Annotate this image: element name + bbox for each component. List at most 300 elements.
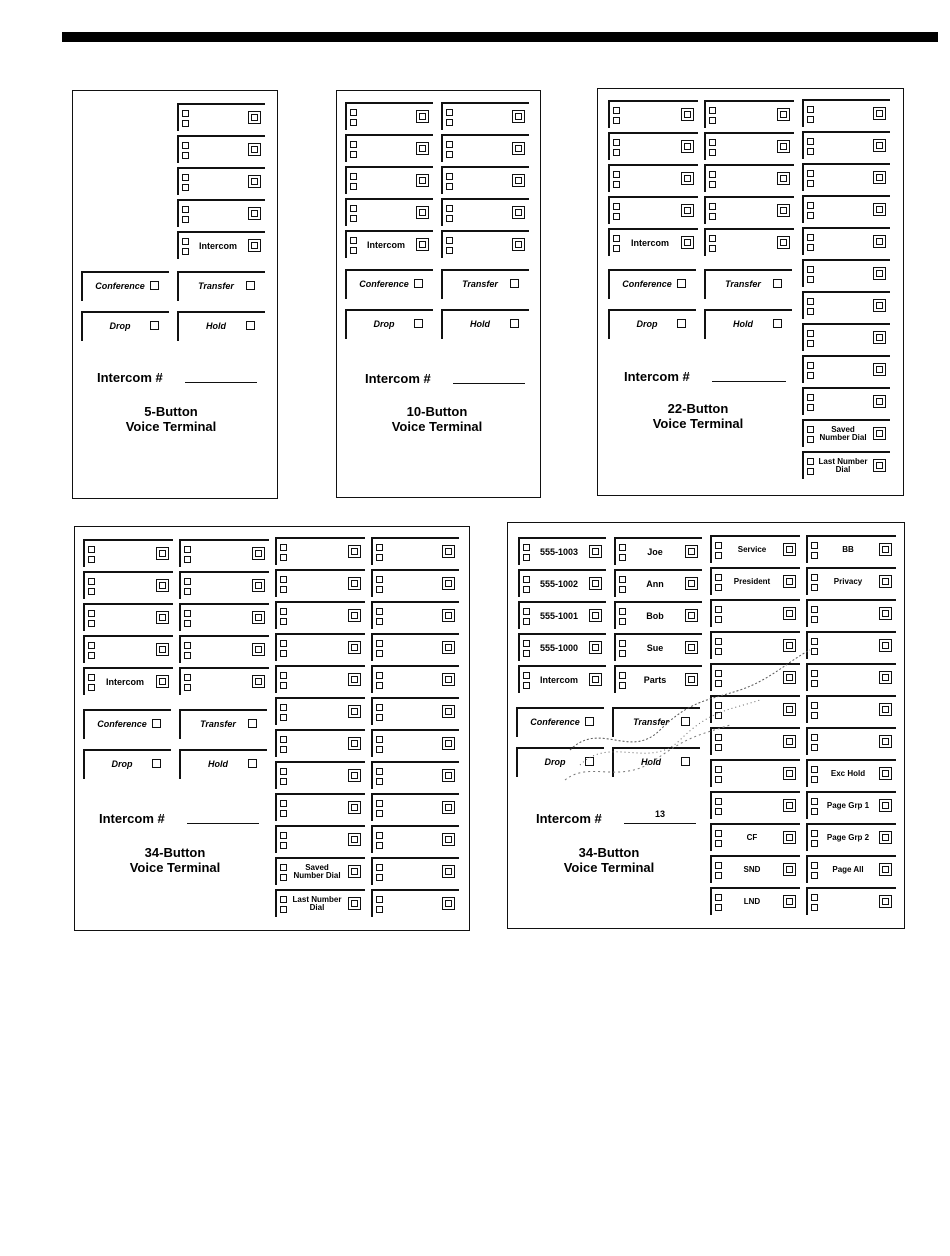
terminal-button[interactable] (179, 603, 269, 631)
transfer-button-label: Transfer (633, 717, 669, 727)
status-led-icon (376, 746, 383, 753)
terminal-button[interactable] (614, 537, 702, 565)
terminal-5-button (72, 90, 278, 499)
status-led-icon (280, 864, 287, 871)
terminal-button[interactable] (275, 889, 365, 917)
terminal-button[interactable] (371, 697, 459, 725)
hold-button-label: Hold (206, 321, 226, 331)
status-led-icon (182, 120, 189, 127)
terminal-button[interactable] (345, 102, 433, 130)
terminal-title (93, 404, 249, 434)
terminal-button[interactable] (802, 451, 890, 479)
button-key-icon (442, 641, 455, 654)
top-rule (62, 32, 938, 42)
button-key-icon (348, 801, 361, 814)
button-key-icon (348, 609, 361, 622)
button-key-icon (589, 577, 602, 590)
terminal-34-button-blank (74, 526, 470, 931)
status-led-icon (88, 588, 95, 595)
button-key-icon (879, 703, 892, 716)
button-key-icon (879, 543, 892, 556)
button-label: Saved Number Dial (819, 425, 867, 442)
terminal-button[interactable] (608, 196, 698, 224)
terminal-button[interactable] (275, 633, 365, 661)
terminal-button[interactable] (806, 791, 896, 819)
status-led-icon (446, 141, 453, 148)
button-key-icon (252, 611, 265, 624)
terminal-button[interactable] (441, 166, 529, 194)
button-key-icon (681, 140, 694, 153)
status-led-icon (376, 704, 383, 711)
status-led-icon (811, 542, 818, 549)
terminal-button[interactable] (441, 134, 529, 162)
button-key-icon (879, 607, 892, 620)
button-key-icon (442, 897, 455, 910)
terminal-button[interactable] (177, 135, 265, 163)
status-led-icon (715, 574, 722, 581)
terminal-button[interactable] (806, 855, 896, 883)
status-led-icon (350, 119, 357, 126)
status-led-icon (182, 216, 189, 223)
title-line1: 5-Button (144, 404, 198, 419)
terminal-button[interactable] (441, 102, 529, 130)
status-led-icon (446, 237, 453, 244)
button-key-icon (416, 142, 429, 155)
status-led-icon (182, 174, 189, 181)
button-label: CF (746, 833, 758, 842)
terminal-button[interactable] (802, 419, 890, 447)
button-key-icon (783, 575, 796, 588)
title-line2: Voice Terminal (391, 419, 483, 434)
status-led-icon (811, 840, 818, 847)
status-led-icon (350, 173, 357, 180)
button-label: LND (743, 897, 761, 906)
status-led-icon (280, 746, 287, 753)
terminal-title (97, 845, 253, 875)
terminal-button[interactable] (441, 198, 529, 226)
button-key-icon (348, 545, 361, 558)
terminal-button[interactable] (802, 323, 890, 351)
button-key-icon (685, 545, 698, 558)
title-line2: Voice Terminal (129, 860, 221, 875)
intercom-number-field[interactable]: 13 (624, 809, 696, 824)
drop-button[interactable] (83, 749, 171, 779)
feature-key-icon (248, 759, 257, 768)
status-led-icon (715, 862, 722, 869)
conference-button[interactable] (81, 271, 169, 301)
status-led-icon (280, 650, 287, 657)
terminal-button[interactable] (371, 633, 459, 661)
button-key-icon (879, 671, 892, 684)
button-key-icon (512, 142, 525, 155)
status-led-icon (350, 237, 357, 244)
button-key-icon (442, 865, 455, 878)
title-line2: Voice Terminal (125, 419, 217, 434)
terminal-button[interactable] (710, 887, 800, 915)
terminal-button[interactable] (371, 537, 459, 565)
drop-button[interactable] (81, 311, 169, 341)
terminal-button[interactable] (275, 793, 365, 821)
feature-key-icon (414, 319, 423, 328)
button-key-icon (252, 643, 265, 656)
terminal-10-button (336, 90, 541, 498)
status-led-icon (280, 640, 287, 647)
conference-button[interactable] (345, 269, 433, 299)
status-led-icon (807, 308, 814, 315)
status-led-icon (715, 830, 722, 837)
button-key-icon (348, 737, 361, 750)
button-key-icon (873, 459, 886, 472)
terminal-button[interactable] (275, 825, 365, 853)
status-led-icon (184, 610, 191, 617)
terminal-button[interactable] (802, 195, 890, 223)
terminal-button[interactable] (710, 791, 800, 819)
status-led-icon (446, 215, 453, 222)
hold-button-label: Hold (733, 319, 753, 329)
status-led-icon (446, 173, 453, 180)
status-led-icon (807, 458, 814, 465)
status-led-icon (523, 672, 530, 679)
status-led-icon (807, 116, 814, 123)
status-led-icon (88, 674, 95, 681)
terminal-button[interactable] (371, 761, 459, 789)
status-led-icon (280, 736, 287, 743)
terminal-button[interactable] (710, 855, 800, 883)
terminal-button[interactable] (179, 635, 269, 663)
terminal-button[interactable] (177, 231, 265, 259)
button-key-icon (783, 607, 796, 620)
drop-button-label: Drop (111, 759, 133, 769)
button-label: 555-1001 (539, 610, 579, 621)
button-key-icon (248, 143, 261, 156)
button-key-icon (156, 643, 169, 656)
status-led-icon (709, 181, 716, 188)
terminal-button[interactable] (802, 131, 890, 159)
terminal-button[interactable] (83, 539, 173, 567)
button-key-icon (156, 579, 169, 592)
drop-button[interactable] (608, 309, 696, 339)
button-key-icon (248, 239, 261, 252)
transfer-button[interactable] (441, 269, 529, 299)
terminal-button[interactable] (704, 228, 794, 256)
button-key-icon (348, 897, 361, 910)
conference-button[interactable] (608, 269, 696, 299)
terminal-button[interactable] (608, 132, 698, 160)
terminal-button[interactable] (371, 665, 459, 693)
button-label: Page All (832, 865, 864, 874)
terminal-button[interactable] (710, 599, 800, 627)
terminal-button[interactable] (177, 103, 265, 131)
status-led-icon (376, 682, 383, 689)
button-label: Last Number Dial (292, 895, 342, 912)
intercom-number-field[interactable] (453, 369, 525, 384)
terminal-button[interactable] (704, 196, 794, 224)
status-led-icon (619, 576, 626, 583)
title-line1: 34-Button (578, 845, 640, 860)
terminal-button[interactable] (275, 665, 365, 693)
terminal-button[interactable] (345, 230, 433, 258)
button-key-icon (879, 735, 892, 748)
terminal-button[interactable] (177, 167, 265, 195)
transfer-button[interactable] (704, 269, 792, 299)
button-key-icon (248, 111, 261, 124)
status-led-icon (182, 206, 189, 213)
terminal-button[interactable] (518, 537, 606, 565)
terminal-button[interactable] (179, 571, 269, 599)
button-key-icon (873, 107, 886, 120)
status-led-icon (619, 554, 626, 561)
status-led-icon (88, 652, 95, 659)
conference-button-label: Conference (622, 279, 672, 289)
button-key-icon (879, 863, 892, 876)
button-key-icon (873, 427, 886, 440)
status-led-icon (709, 213, 716, 220)
status-led-icon (280, 906, 287, 913)
status-led-icon (184, 588, 191, 595)
hold-button[interactable] (441, 309, 529, 339)
status-led-icon (350, 183, 357, 190)
status-led-icon (613, 117, 620, 124)
terminal-button[interactable] (275, 569, 365, 597)
terminal-title (534, 845, 684, 875)
status-led-icon (376, 618, 383, 625)
terminal-button[interactable] (83, 571, 173, 599)
transfer-button-label: Transfer (200, 719, 236, 729)
terminal-button[interactable] (275, 857, 365, 885)
status-led-icon (182, 184, 189, 191)
terminal-button[interactable] (614, 569, 702, 597)
button-key-icon (589, 609, 602, 622)
status-led-icon (807, 106, 814, 113)
terminal-button[interactable] (802, 355, 890, 383)
feature-key-icon (248, 719, 257, 728)
button-label: Privacy (833, 577, 863, 586)
status-led-icon (709, 203, 716, 210)
status-led-icon (709, 171, 716, 178)
button-key-icon (348, 673, 361, 686)
status-led-icon (280, 554, 287, 561)
terminal-button[interactable] (608, 164, 698, 192)
status-led-icon (715, 808, 722, 815)
button-label: Intercom (366, 239, 405, 250)
status-led-icon (376, 736, 383, 743)
status-led-icon (715, 894, 722, 901)
status-led-icon (280, 768, 287, 775)
button-key-icon (416, 110, 429, 123)
status-led-icon (715, 552, 722, 559)
terminal-button[interactable] (802, 163, 890, 191)
status-led-icon (613, 181, 620, 188)
terminal-button[interactable] (806, 567, 896, 595)
button-key-icon (879, 575, 892, 588)
terminal-button[interactable] (275, 537, 365, 565)
status-led-icon (350, 141, 357, 148)
hold-button-label: Hold (208, 759, 228, 769)
status-led-icon (280, 832, 287, 839)
status-led-icon (182, 238, 189, 245)
terminal-button[interactable] (83, 635, 173, 663)
terminal-button[interactable] (710, 535, 800, 563)
terminal-button[interactable] (371, 889, 459, 917)
terminal-button[interactable] (802, 291, 890, 319)
terminal-button[interactable] (614, 601, 702, 629)
button-key-icon (685, 577, 698, 590)
status-led-icon (184, 684, 191, 691)
transfer-button-label: Transfer (198, 281, 234, 291)
status-led-icon (807, 362, 814, 369)
status-led-icon (376, 640, 383, 647)
transfer-button[interactable] (179, 709, 267, 739)
status-led-icon (807, 266, 814, 273)
terminal-button[interactable] (608, 228, 698, 256)
status-led-icon (709, 235, 716, 242)
button-key-icon (873, 363, 886, 376)
status-led-icon (88, 546, 95, 553)
status-led-icon (715, 798, 722, 805)
button-key-icon (156, 611, 169, 624)
feature-key-icon (246, 321, 255, 330)
terminal-button[interactable] (518, 569, 606, 597)
terminal-button[interactable] (441, 230, 529, 258)
terminal-button[interactable] (345, 198, 433, 226)
button-key-icon (783, 799, 796, 812)
conference-button[interactable] (83, 709, 171, 739)
button-key-icon (348, 865, 361, 878)
status-led-icon (280, 672, 287, 679)
button-label: Intercom (539, 674, 578, 685)
status-led-icon (807, 394, 814, 401)
button-key-icon (879, 831, 892, 844)
terminal-button[interactable] (710, 567, 800, 595)
button-key-icon (156, 547, 169, 560)
drop-button[interactable] (345, 309, 433, 339)
terminal-button[interactable] (802, 387, 890, 415)
button-label: Ann (646, 578, 664, 589)
terminal-button[interactable] (83, 667, 173, 695)
terminal-button[interactable] (704, 164, 794, 192)
status-led-icon (280, 842, 287, 849)
terminal-button[interactable] (371, 825, 459, 853)
status-led-icon (182, 142, 189, 149)
status-led-icon (280, 896, 287, 903)
terminal-button[interactable] (275, 761, 365, 789)
button-key-icon (416, 206, 429, 219)
button-key-icon (348, 833, 361, 846)
hold-button[interactable] (179, 749, 267, 779)
feature-key-icon (510, 319, 519, 328)
terminal-button[interactable] (371, 601, 459, 629)
button-label: Last Number Dial (818, 457, 868, 474)
terminal-button[interactable] (83, 603, 173, 631)
terminal-button[interactable] (371, 729, 459, 757)
terminal-button[interactable] (179, 667, 269, 695)
status-led-icon (523, 640, 530, 647)
terminal-button[interactable] (806, 823, 896, 851)
terminal-button[interactable] (518, 601, 606, 629)
button-key-icon (156, 675, 169, 688)
drop-button-label: Drop (636, 319, 658, 329)
status-led-icon (807, 468, 814, 475)
terminal-button[interactable] (371, 793, 459, 821)
status-led-icon (376, 544, 383, 551)
button-key-icon (442, 801, 455, 814)
terminal-button[interactable] (371, 569, 459, 597)
terminal-button[interactable] (345, 166, 433, 194)
terminal-button[interactable] (704, 100, 794, 128)
terminal-button[interactable] (806, 535, 896, 563)
terminal-button[interactable] (802, 99, 890, 127)
hold-button[interactable] (704, 309, 792, 339)
status-led-icon (807, 426, 814, 433)
intercom-number-field[interactable] (185, 368, 257, 383)
terminal-button[interactable] (806, 887, 896, 915)
button-key-icon (348, 577, 361, 590)
status-led-icon (807, 170, 814, 177)
status-led-icon (184, 674, 191, 681)
terminal-button[interactable] (710, 823, 800, 851)
conference-button-label: Conference (97, 719, 147, 729)
terminal-button[interactable] (275, 729, 365, 757)
hold-button[interactable] (177, 311, 265, 341)
status-led-icon (182, 110, 189, 117)
terminal-button[interactable] (179, 539, 269, 567)
button-label: 555-1000 (539, 642, 579, 653)
button-key-icon (685, 609, 698, 622)
terminal-button[interactable] (177, 199, 265, 227)
button-key-icon (783, 895, 796, 908)
intercom-number-label: Intercom # (99, 811, 165, 826)
status-led-icon (807, 244, 814, 251)
intercom-number-label: Intercom # (365, 371, 431, 386)
intercom-number-field[interactable] (187, 809, 259, 824)
button-label: Service (737, 545, 767, 554)
intercom-number-label: Intercom # (97, 370, 163, 385)
status-led-icon (619, 544, 626, 551)
terminal-button[interactable] (802, 227, 890, 255)
status-led-icon (280, 810, 287, 817)
status-led-icon (280, 608, 287, 615)
terminal-button[interactable] (802, 259, 890, 287)
status-led-icon (613, 245, 620, 252)
status-led-icon (613, 149, 620, 156)
status-led-icon (350, 151, 357, 158)
status-led-icon (811, 584, 818, 591)
button-key-icon (348, 769, 361, 782)
terminal-title (359, 404, 515, 434)
intercom-number-field[interactable] (712, 367, 786, 382)
button-key-icon (512, 238, 525, 251)
terminal-button[interactable] (608, 100, 698, 128)
terminal-button[interactable] (275, 601, 365, 629)
feature-key-icon (677, 279, 686, 288)
transfer-button[interactable] (177, 271, 265, 301)
conference-button-label: Conference (95, 281, 145, 291)
terminal-button[interactable] (371, 857, 459, 885)
terminal-button[interactable] (275, 697, 365, 725)
button-key-icon (442, 769, 455, 782)
button-key-icon (777, 108, 790, 121)
button-key-icon (248, 207, 261, 220)
button-label: SND (743, 865, 761, 874)
status-led-icon (184, 620, 191, 627)
status-led-icon (613, 107, 620, 114)
terminal-button[interactable] (806, 599, 896, 627)
terminal-button[interactable] (345, 134, 433, 162)
transfer-button-label: Transfer (725, 279, 761, 289)
status-led-icon (376, 554, 383, 561)
button-key-icon (416, 238, 429, 251)
terminal-button[interactable] (704, 132, 794, 160)
